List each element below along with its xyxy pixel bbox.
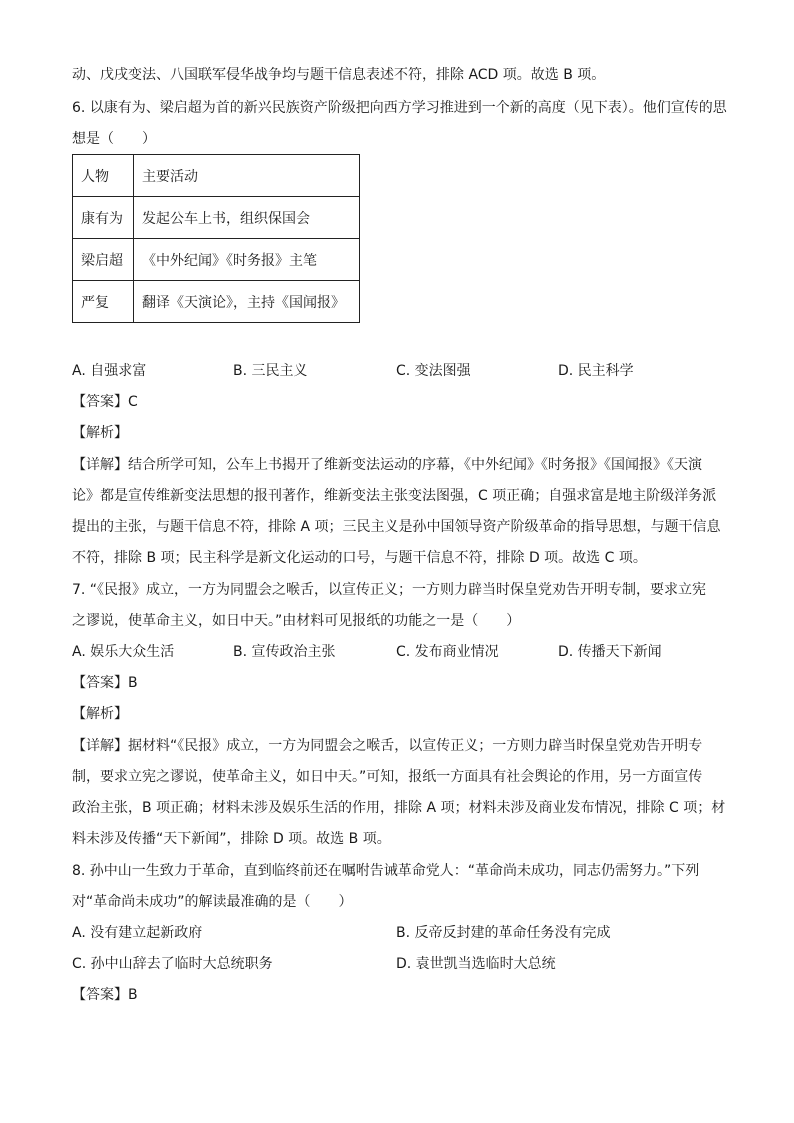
q6-option-d: D. 民主科学 (558, 363, 634, 379)
table-header-row (73, 155, 360, 197)
q8-stem-line1: 8. 孙中山一生致力于革命，直到临终前还在嘱咐告诫革命党人：“革命尚未成功，同志仍需努力。”下列 (72, 863, 700, 879)
q6-answer: 【答案】C (72, 394, 138, 410)
table-row (73, 239, 360, 281)
q6-stem-line2: 想是（ ） (72, 131, 156, 147)
q7-option-a: A. 娱乐大众生活 (72, 644, 175, 660)
table-header-cell: 主要活动 (134, 155, 360, 197)
q8-stem-line2: 对“革命尚未成功”的解读最准确的是（ ） (72, 894, 353, 910)
table-row (73, 197, 360, 239)
q8-answer: 【答案】B (72, 987, 138, 1003)
table-cell: 翻译《天演论》，主持《国闻报》 (134, 281, 360, 323)
q7-detail-line: 制，要求立宪之谬说，使革命主义，如日中天。”可知，报纸一方面具有社会舆论的作用，另一方面宣传 (72, 769, 703, 785)
table-cell: 《中外纪闻》《时务报》主笔 (134, 239, 360, 281)
q7-option-d: D. 传播天下新闻 (558, 644, 662, 660)
intro-line: 动、戊戌变法、八国联军侵华战争均与题干信息表述不符，排除 ACD 项。故选 B 项。 (72, 67, 606, 83)
table-cell: 康有为 (73, 197, 134, 239)
q7-detail-line: 政治主张，B 项正确；材料未涉及娱乐生活的作用，排除 A 项；材料未涉及商业发布情况，排除 C 项；材 (72, 800, 726, 816)
q7-answer: 【答案】B (72, 675, 138, 691)
q8-option-c: C. 孙中山辞去了临时大总统职务 (72, 956, 273, 972)
q7-option-c: C. 发布商业情况 (396, 644, 499, 660)
q6-option-c: C. 变法图强 (396, 363, 471, 379)
q6-option-b: B. 三民主义 (233, 363, 308, 379)
q6-option-a: A. 自强求富 (72, 363, 147, 379)
q6-analysis-label: 【解析】 (72, 425, 128, 441)
table-cell: 严复 (73, 281, 134, 323)
q8-option-d: D. 袁世凯当选临时大总统 (396, 956, 556, 972)
table-cell: 梁启超 (73, 239, 134, 281)
q6-stem-line1: 6. 以康有为、梁启超为首的新兴民族资产阶级把向西方学习推进到一个新的高度（见下表）。他们宣传的思 (72, 100, 727, 116)
q8-option-b: B. 反帝反封建的革命任务没有完成 (396, 925, 611, 941)
q7-option-b: B. 宣传政治主张 (233, 644, 336, 660)
table-row (73, 281, 360, 323)
q7-stem-line1: 7. “《民报》成立，一方为同盟会之喉舌，以宣传正义；一方则力辟当时保皇党劝告开明专制，要求立宪 (72, 582, 707, 598)
q7-detail-line: 料未涉及传播“天下新闻”，排除 D 项。故选 B 项。 (72, 831, 391, 847)
q7-analysis-label: 【解析】 (72, 706, 128, 722)
q7-detail-line: 【详解】据材料“《民报》成立，一方为同盟会之喉舌，以宣传正义；一方则力辟当时保皇党劝告开明专 (72, 738, 703, 754)
table-header-cell: 人物 (73, 155, 134, 197)
table-cell: 发起公车上书，组织保国会 (134, 197, 360, 239)
q6-table (72, 154, 360, 323)
q6-detail-line: 论》都是宣传维新变法思想的报刊著作，维新变法主张变法图强，C 项正确；自强求富是地主阶级洋务派 (72, 488, 717, 504)
q6-detail-line: 【详解】结合所学可知，公车上书揭开了维新变法运动的序幕，《中外纪闻》《时务报》《国闻报》《天演 (72, 457, 702, 473)
q6-detail-line: 不符，排除 B 项；民主科学是新文化运动的口号，与题干信息不符，排除 D 项。故选 C 项。 (72, 550, 647, 566)
q8-option-a: A. 没有建立起新政府 (72, 925, 203, 941)
q7-stem-line2: 之谬说，使革命主义，如日中天。”由材料可见报纸的功能之一是（ ） (72, 613, 521, 629)
q6-detail-line: 提出的主张，与题干信息不符，排除 A 项；三民主义是孙中国领导资产阶级革命的指导思想，与题干信息 (72, 519, 721, 535)
